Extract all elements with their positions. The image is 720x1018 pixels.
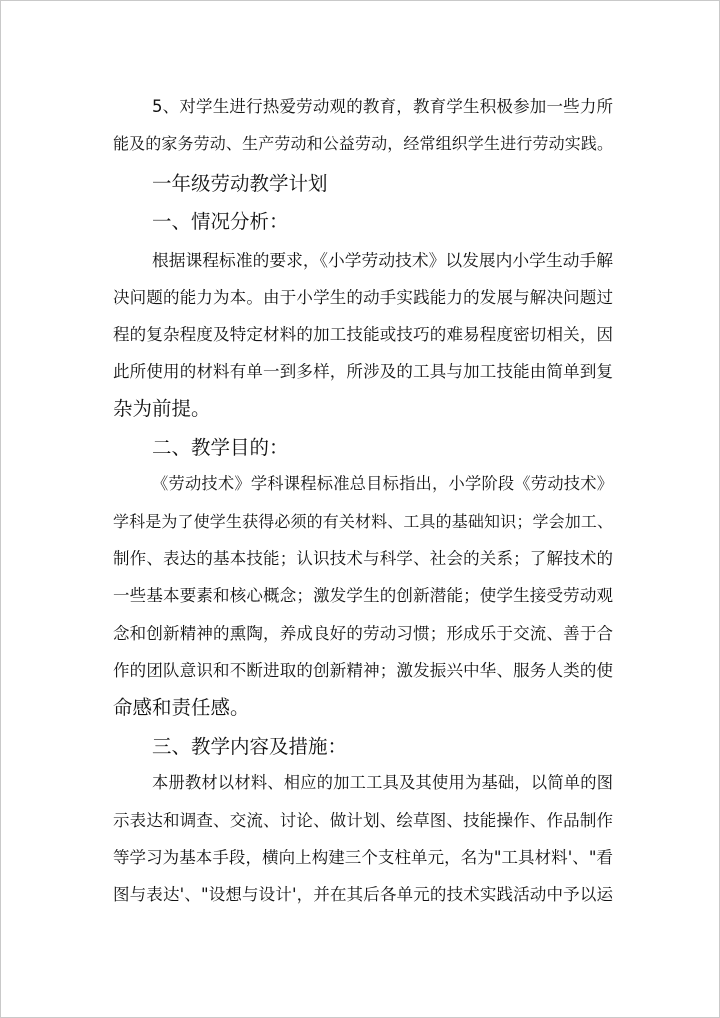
paragraph-5-line-1: 5、对学生进行热爱劳动观的教育，教育学生积极参加一些力所 bbox=[152, 97, 613, 116]
goals-line-2: 学科是为了使学生获得必须的有关材料、工具的基础知识；学会加工、 bbox=[113, 512, 613, 531]
goals-line-1: 《劳动技术》学科课程标准总目标指出，小学阶段《劳动技术》 bbox=[152, 474, 613, 493]
content-line-4: 图与表达'、"设想与设计'，并在其后各单元的技术实践活动中予以运 bbox=[113, 885, 613, 904]
goals-line-4: 一些基本要素和核心概念；激发学生的创新潜能；使学生接受劳动观 bbox=[113, 586, 613, 605]
analysis-line-1: 根据课程标准的要求，《小学劳动技术》以发展内小学生动手解 bbox=[152, 250, 613, 270]
analysis-line-5: 杂为前提。 bbox=[113, 397, 211, 420]
paragraph-5-line-2: 能及的家务劳动、生产劳动和公益劳动，经常组织学生进行劳动实践。 bbox=[113, 134, 613, 153]
analysis-line-2: 决问题的能力为本。由于小学生的动手实践能力的发展与解决问题过 bbox=[113, 288, 613, 307]
content-line-2: 示表达和调查、交流、讨论、做计划、绘草图、技能操作、作品制作 bbox=[113, 811, 613, 830]
goals-line-5: 念和创新精神的熏陶，养成良好的劳动习惯；形成乐于交流、善于合 bbox=[113, 624, 613, 643]
section-title: 一年级劳动教学计划 bbox=[152, 172, 328, 195]
content-line-3: 等学习为基本手段，横向上构建三个支柱单元，名为"工具材料'、"看 bbox=[113, 848, 613, 867]
goals-line-7: 命感和责任感。 bbox=[113, 696, 250, 719]
content-line-1: 本册教材以材料、相应的加工工具及其使用为基础，以简单的图 bbox=[152, 773, 613, 792]
analysis-line-3: 程的复杂程度及特定材料的加工技能或技巧的难易程度密切相关，因 bbox=[113, 325, 613, 344]
goals-line-3: 制作、表达的基本技能；认识技术与科学、社会的关系；了解技术的 bbox=[113, 549, 613, 568]
analysis-line-4: 此所使用的材料有单一到多样，所涉及的工具与加工技能由简单到复 bbox=[113, 362, 613, 381]
heading-content-measures: 三、教学内容及措施： bbox=[152, 735, 348, 758]
heading-situation-analysis: 一、情况分析： bbox=[152, 210, 289, 233]
heading-teaching-goals: 二、教学目的： bbox=[152, 436, 289, 459]
goals-line-6: 作的团队意识和不断进取的创新精神；激发振兴中华、服务人类的使 bbox=[113, 661, 613, 680]
